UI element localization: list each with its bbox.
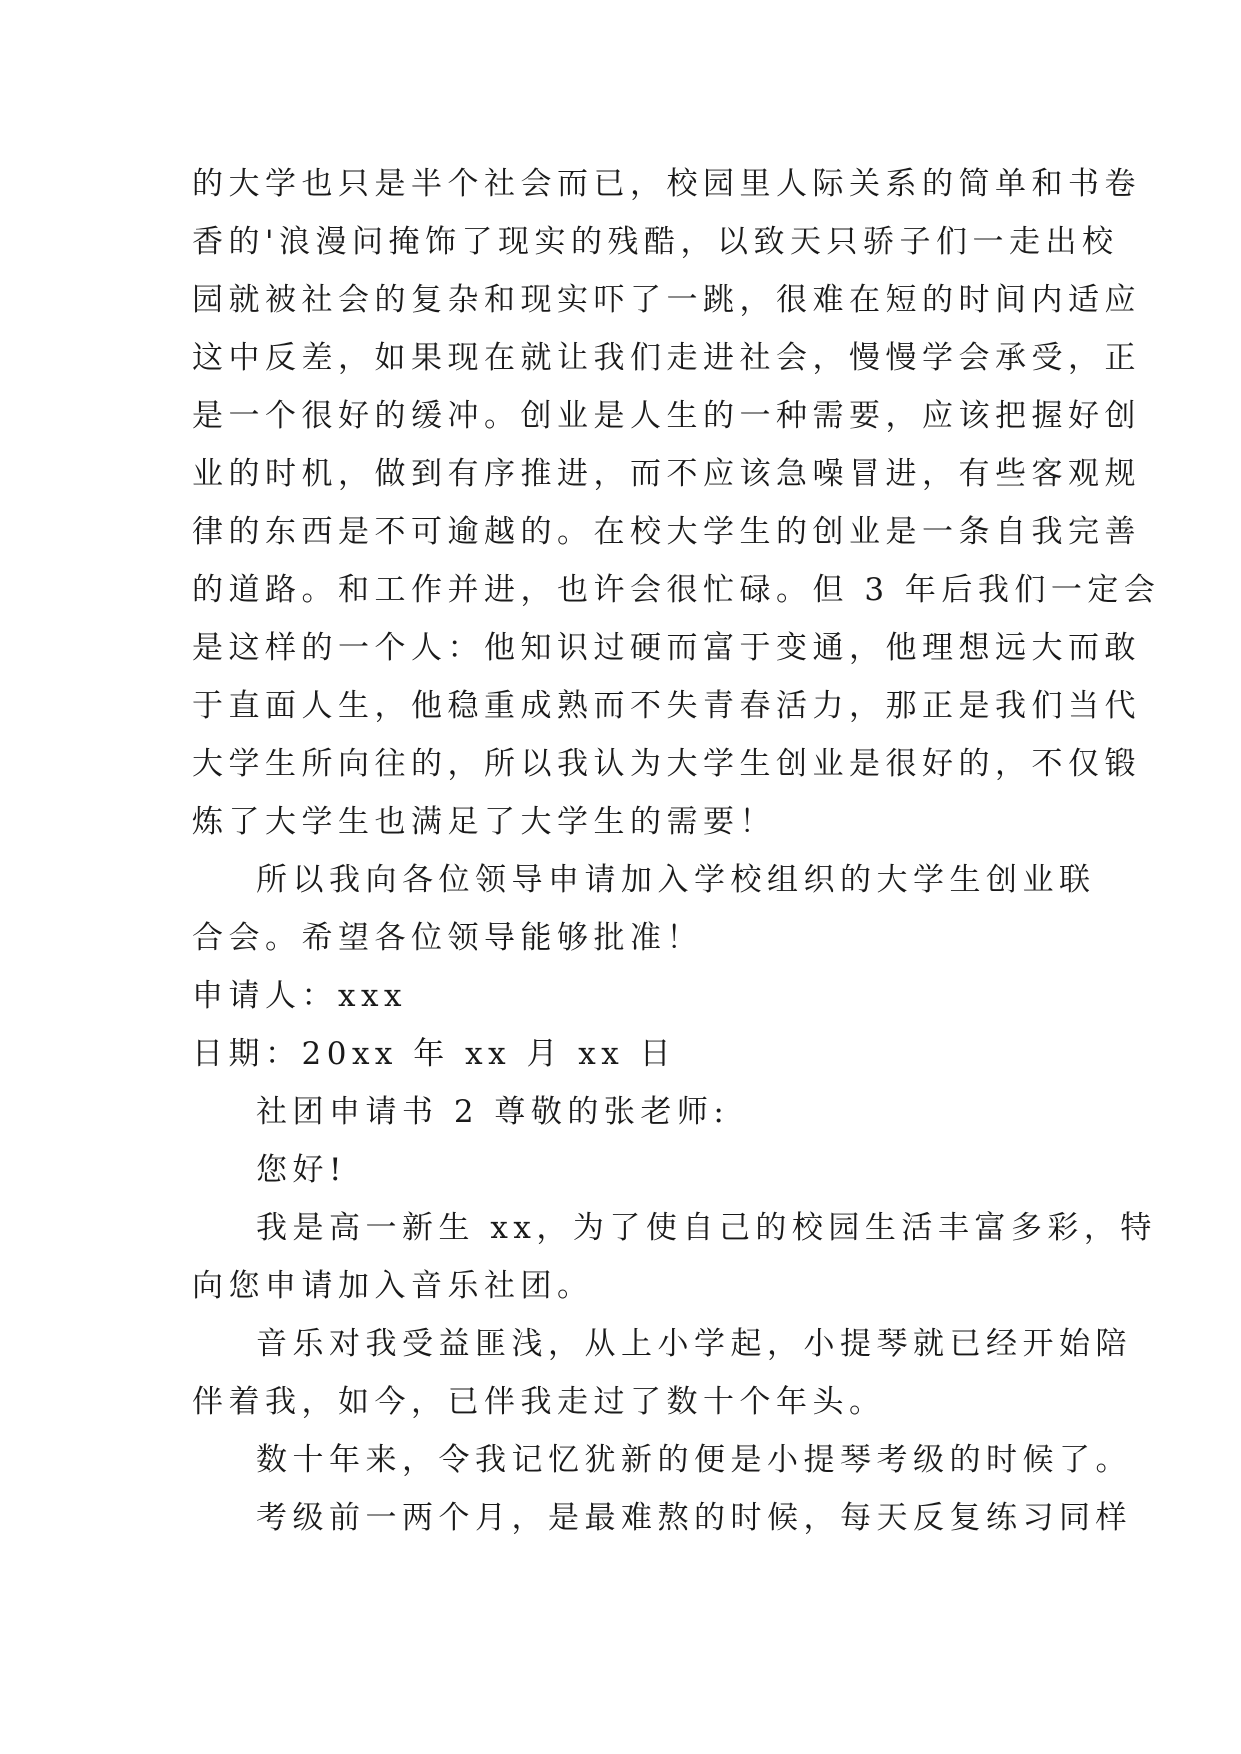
paragraph-line: 合会。希望各位领导能够批准！ xyxy=(192,920,703,956)
greeting-line: 您好! xyxy=(256,1152,347,1188)
paragraph-line: 是这样的一个人：他知识过硬而富于变通，他理想远大而敢 xyxy=(192,630,1141,666)
applicant-line: 申请人：xxx xyxy=(192,978,407,1014)
section-heading-line: 社团申请书 2 尊敬的张老师: xyxy=(256,1094,730,1130)
paragraph-line: 大学生所向往的，所以我认为大学生创业是很好的，不仅锻 xyxy=(192,746,1141,782)
paragraph-line: 所以我向各位领导申请加入学校组织的大学生创业联 xyxy=(256,862,1096,898)
paragraph-line: 向您申请加入音乐社团。 xyxy=(192,1268,594,1304)
paragraph-line: 数十年来，令我记忆犹新的便是小提琴考级的时候了。 xyxy=(256,1442,1132,1478)
paragraph-line: 这中反差，如果现在就让我们走进社会，慢慢学会承受，正 xyxy=(192,340,1141,376)
paragraph-line: 音乐对我受益匪浅，从上小学起，小提琴就已经开始陪 xyxy=(256,1326,1132,1362)
paragraph-line: 是一个很好的缓冲。创业是人生的一种需要，应该把握好创 xyxy=(192,398,1141,434)
paragraph-line: 炼了大学生也满足了大学生的需要！ xyxy=(192,804,776,840)
paragraph-line: 业的时机，做到有序推进，而不应该急噪冒进，有些客观规 xyxy=(192,456,1141,492)
paragraph-line: 律的东西是不可逾越的。在校大学生的创业是一条自我完善 xyxy=(192,514,1141,550)
paragraph-line: 伴着我，如今，已伴我走过了数十个年头。 xyxy=(192,1384,886,1420)
paragraph-line: 考级前一两个月，是最难熬的时候，每天反复练习同样 xyxy=(256,1500,1132,1536)
paragraph-line: 园就被社会的复杂和现实吓了一跳，很难在短的时间内适应 xyxy=(192,282,1141,318)
paragraph-line: 于直面人生，他稳重成熟而不失青春活力，那正是我们当代 xyxy=(192,688,1141,724)
paragraph-line: 的道路。和工作并进，也许会很忙碌。但 3 年后我们一定会 xyxy=(192,572,1161,608)
paragraph-line: 的大学也只是半个社会而已，校园里人际关系的简单和书卷 xyxy=(192,166,1141,202)
paragraph-line: 我是高一新生 xx，为了使自己的校园生活丰富多彩，特 xyxy=(256,1210,1157,1246)
date-line: 日期：20xx 年 xx 月 xx 日 xyxy=(192,1036,677,1072)
paragraph-line: 香的'浪漫问掩饰了现实的残酷，以致天只骄子们一走出校 xyxy=(192,224,1119,260)
